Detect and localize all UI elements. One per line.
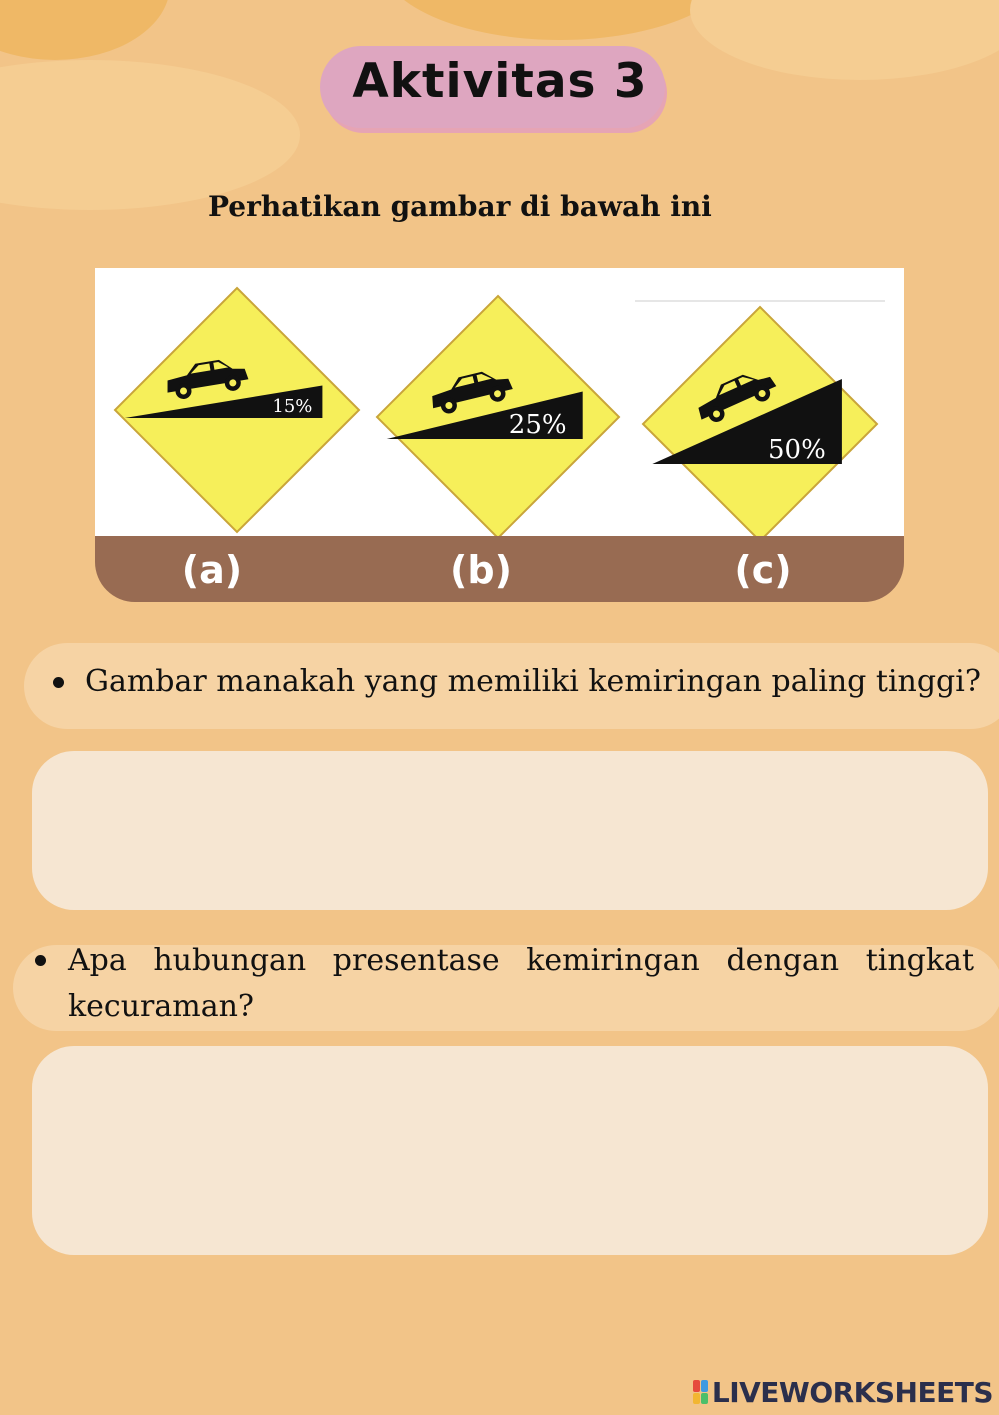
sign-label-a: (a): [181, 548, 243, 592]
decor-cloud: [690, 0, 999, 80]
sign-label-b: (b): [450, 548, 512, 592]
instruction-text: Perhatikan gambar di bawah ini: [208, 190, 712, 223]
footer-brand-text: LIVEWORKSHEETS: [711, 1375, 993, 1409]
decor-cloud: [0, 0, 170, 60]
slope-sign-a: [115, 288, 359, 532]
slope-sign-b: [377, 296, 619, 536]
answer-box-1[interactable]: [32, 751, 988, 910]
slope-percent-label: 50%: [768, 435, 826, 465]
decor-cloud: [380, 0, 740, 40]
decor-cloud: [0, 60, 300, 210]
question-1-bullet: [53, 677, 64, 688]
slope-sign-c: [643, 307, 877, 536]
footer-brand[interactable]: [693, 1372, 993, 1412]
slope-signs-figure: [95, 268, 904, 602]
signs-svg: [95, 268, 904, 536]
answer-box-2[interactable]: [32, 1046, 988, 1255]
question-2-bullet: [35, 955, 46, 966]
sign-label-c: (c): [734, 548, 792, 592]
slope-percent-label: 15%: [272, 396, 313, 417]
question-2-text: Apa hubungan presentase kemiringan dengan tingkat kecuraman?: [68, 943, 974, 1024]
liveworksheets-logo-icon: [693, 1380, 708, 1404]
page-title: Aktivitas 3: [352, 54, 648, 109]
question-1-text: Gambar manakah yang memiliki kemiringan paling tinggi?: [85, 664, 981, 699]
slope-percent-label: 25%: [508, 410, 567, 440]
